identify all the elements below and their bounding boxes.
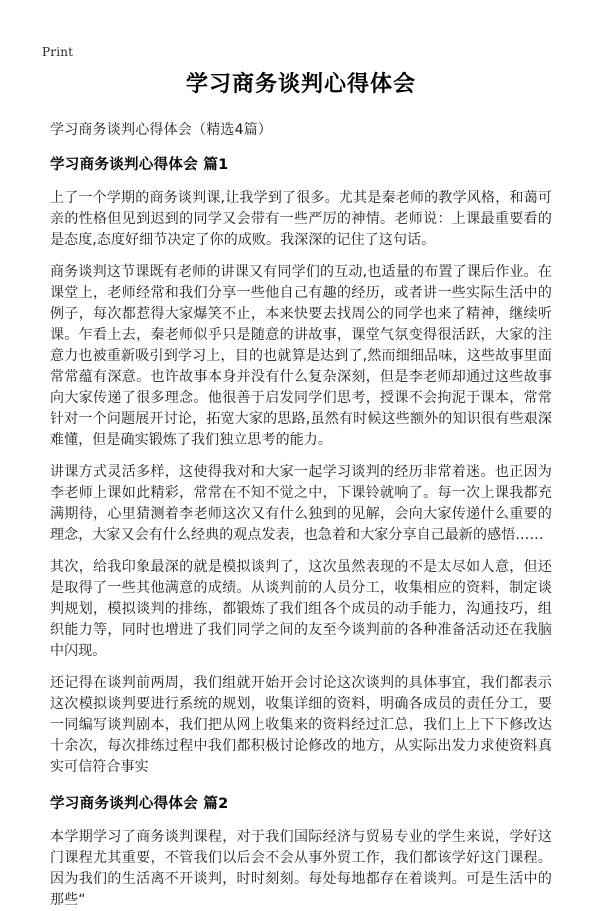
document-content bbox=[50, 70, 552, 911]
page-title: 学习商务谈判心得体会 bbox=[185, 72, 416, 97]
section-heading-2: 学习商务谈判心得体会 篇2 bbox=[50, 796, 229, 812]
paragraph: 还记得在谈判前两周，我们组就开始开会讨论这次谈判的具体事宜，我们都表示这次模拟谈判要进行系统的规划，收集详细的资料，明确各成员的责任分工，要一同编写谈判剧本，我们把从网上收集来的资料经过汇总，我们上上下下修改达十余次，每次排练过程中我们都积极讨论修改的地方，从实际出发力求使资料真实可信符合事实 bbox=[50, 675, 552, 775]
document-subtitle: 学习商务谈判心得体会（精选4篇） bbox=[50, 122, 273, 138]
paragraph: 上了一个学期的商务谈判课,让我学到了很多。尤其是秦老师的教学风格，和蔼可亲的性格但见到迟到的同学又会带有一些严厉的神情。老师说：上课最重要看的是态度,态度好细节决定了你的成败。我深深的记住了这句话。 bbox=[50, 190, 552, 248]
paragraph: 商务谈判这节课既有老师的讲课又有同学们的互动,也适量的布置了课后作业。在课堂上，老师经常和我们分享一些他自己有趣的经历，或者讲一些实际生活中的例子，每次都惹得大家爆笑不止，本来快要去找周公的同学也来了精神，继续听课。乍看上去，秦老师似乎只是随意的讲故事，课堂气氛变得很活跃，大家的注意力也被重新吸引到学习上，目的也就算是达到了,然而细细品味，这些故事里面常常蕴有深意。也许故事本身并没有什么复杂深刻，但是李老师却通过这些故事向大家传递了很多理念。他很善于启发同学们思考，授课不会拘泥于课本，常常针对一个问题展开讨论，拓宽大家的思路,虽然有时候这些额外的知识很有些艰深难懂，但是确实锻炼了我们独立思考的能力。 bbox=[50, 264, 552, 448]
paragraph: 本学期学习了商务谈判课程，对于我们国际经济与贸易专业的学生来说，学好这门课程尤其重要，不管我们以后会不会从事外贸工作，我们都该学好这门课程。因为我们的生活离不开谈判，时时刻刻。每处每地都存在着谈判。可是生活中的那些“ bbox=[50, 829, 552, 908]
section-heading-1: 学习商务谈判心得体会 篇1 bbox=[50, 157, 229, 173]
paragraph: 讲课方式灵活多样，这使得我对和大家一起学习谈判的经历非常着迷。也正因为李老师上课如此精彩，常常在不知不觉之中，下课铃就响了。每一次上课我都充满期待，心里猜测着李老师这次又有什么独到的见解，会向大家传递什么重要的理念，大家又会有什么经典的观点发表，也急着和大家分享自己最新的感悟…… bbox=[50, 464, 552, 543]
paragraph: 其次，给我印象最深的就是模拟谈判了，这次虽然表现的不是太尽如人意，但还是取得了一些其他满意的成绩。从谈判前的人员分工，收集相应的资料，制定谈判规划，模拟谈判的排练，都锻炼了我们组各个成员的动手能力，沟通技巧，组织能力等，同时也增进了我们同学之间的友至今谈判前的各种准备活动还在我脑中闪现。 bbox=[50, 559, 552, 659]
print-label[interactable]: Print bbox=[42, 45, 74, 59]
